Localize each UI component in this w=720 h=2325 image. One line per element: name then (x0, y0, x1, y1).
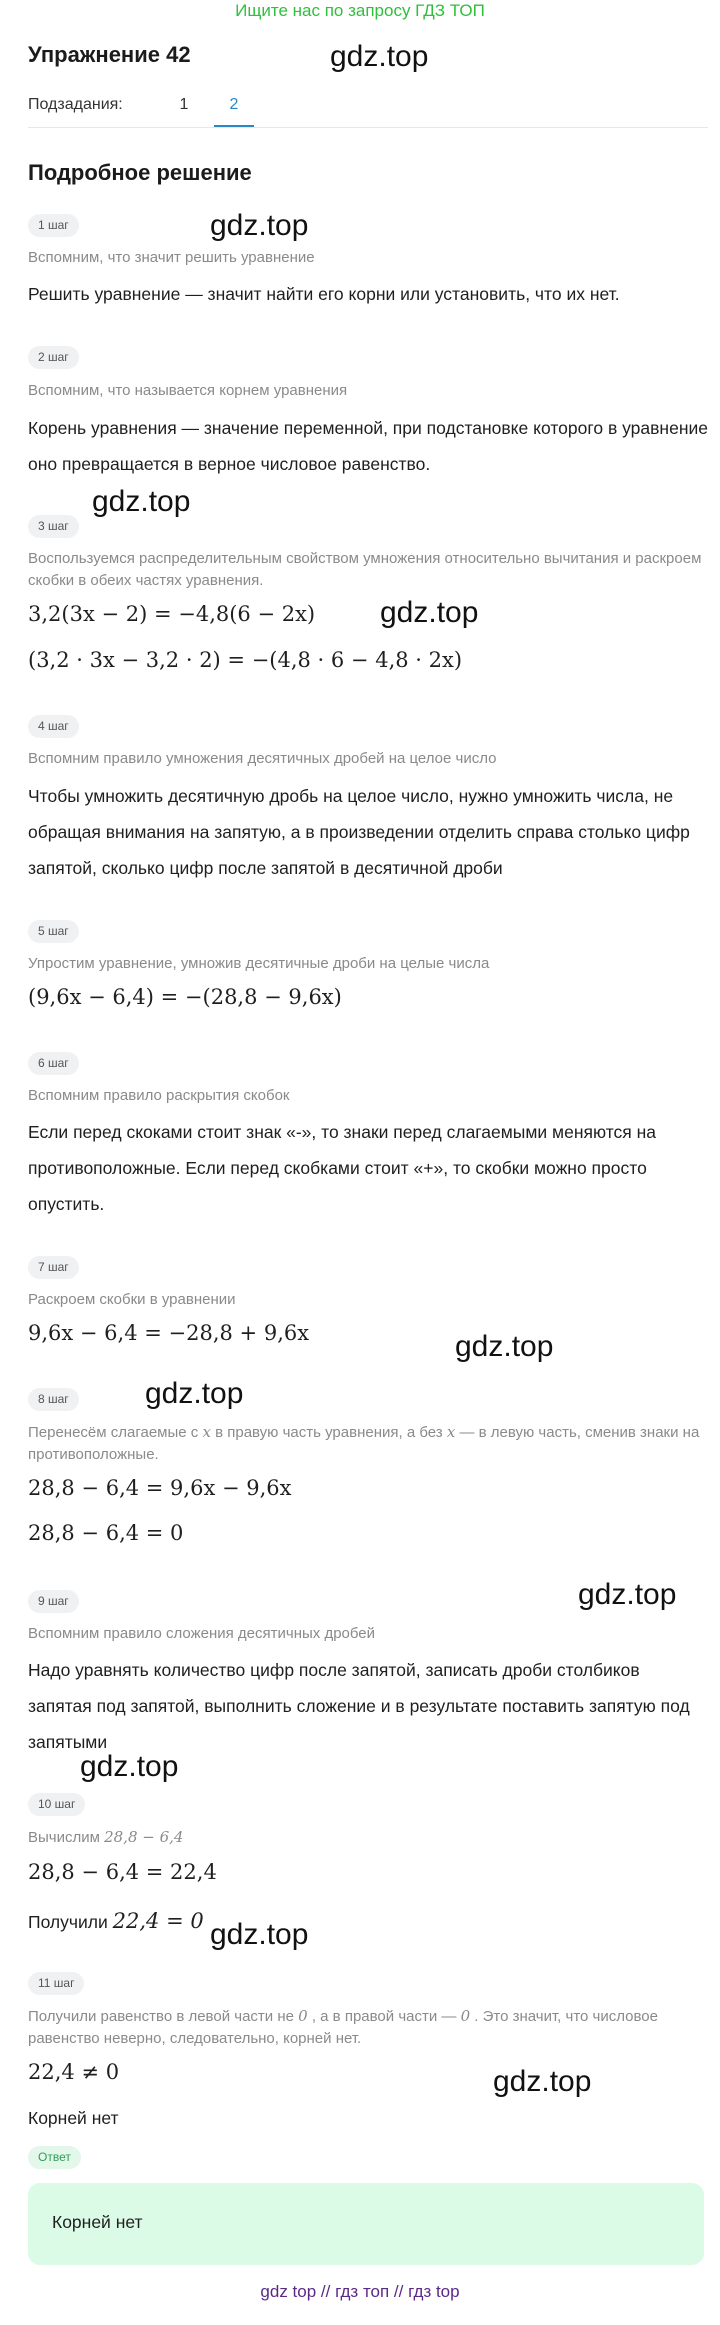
step-hint: Вспомним правило сложения десятичных дробей (28, 1625, 376, 1642)
step-badge: 8 шаг (28, 1388, 79, 1411)
watermark: gdz.top (210, 209, 309, 242)
step-badge: 6 шаг (28, 1052, 79, 1075)
step-badge: 10 шаг (28, 1793, 85, 1816)
watermark: gdz.top (493, 2065, 592, 2098)
step-badge: 3 шаг (28, 515, 79, 538)
answer-text: Корней нет (52, 2212, 143, 2232)
step-badge: 2 шаг (28, 346, 79, 369)
step-hint: Получили равенство в левой части не 0 , а в правой части — 0 . Это значит, что числовое равенство неверно, следовательно, корней нет. (28, 2007, 658, 2047)
watermark: gdz.top (380, 596, 479, 629)
equation: 22,4 ≠ 0 (28, 2060, 120, 2084)
watermark: gdz.top (92, 485, 191, 518)
equation: 9,6x − 6,4 = −28,8 + 9,6x (28, 1321, 310, 1345)
step-text: Корней нет (28, 2108, 119, 2128)
step-text: Корень уравнения — значение переменной, при подстановке которого в уравнение оно превращается в верное числовое равенство. (28, 418, 708, 474)
step-text: Решить уравнение — значит найти его корни или установить, что их нет. (28, 284, 620, 304)
step-hint: Упростим уравнение, умножив десятичные дроби на целые числа (28, 955, 490, 972)
step-badge: 11 шаг (28, 1972, 84, 1995)
step-hint: Перенесём слагаемые с x в правую часть уравнения, а без x — в левую часть, сменив знаки на противоположные. (28, 1423, 700, 1463)
step-badge: 5 шаг (28, 920, 79, 943)
step-hint: Воспользуемся распределительным свойством умножения относительно вычитания и раскроем скобки в обеих частях уравнения. (28, 550, 702, 589)
watermark: gdz.top (455, 1330, 554, 1363)
equation: 3,2(3x − 2) = −4,8(6 − 2x) (28, 602, 316, 626)
step-badge: 9 шаг (28, 1590, 79, 1613)
exercise-title: Упражнение 42 (28, 42, 191, 67)
step-result: Получили 22,4 = 0 (28, 1909, 204, 1933)
step-hint: Вычислим 28,8 − 6,4 (28, 1828, 184, 1846)
watermark: gdz.top (210, 1918, 309, 1951)
footer-links[interactable]: gdz top // гдз топ // гдз top (260, 2282, 460, 2301)
subtask-tab-1[interactable]: 1 (179, 96, 189, 113)
step-text: Если перед скоками стоит знак «-», то знаки перед слагаемыми меняются на противоположные. Если перед скобками стоит «+», то скобки можно просто опустить. (28, 1122, 657, 1214)
step-text: Чтобы умножить десятичную дробь на целое число, нужно умножить числа, не обращая внимания на запятую, а в произведении отделить справа столько цифр запятой, сколько цифр после запятой в десятичной дроби (28, 786, 690, 878)
step-badge: 7 шаг (28, 1256, 79, 1279)
watermark: gdz.top (578, 1578, 677, 1611)
watermark: gdz.top (145, 1377, 244, 1410)
subtasks-label: Подзадания: (28, 96, 123, 113)
step-text: Надо уравнять количество цифр после запятой, записать дроби столбиков запятая под запятой, выполнить сложение и в результате поставить запятую под запятыми (28, 1660, 690, 1752)
step-hint: Раскроем скобки в уравнении (28, 1291, 236, 1308)
step-badge: 4 шаг (28, 715, 79, 738)
equation: (3,2 · 3x − 3,2 · 2) = −(4,8 · 6 − 4,8 · 2x) (28, 648, 463, 672)
subtask-tab-2[interactable]: 2 (214, 96, 254, 127)
equation: 28,8 − 6,4 = 9,6x − 9,6x (28, 1476, 292, 1500)
step-hint: Вспомним, что называется корнем уравнения (28, 382, 348, 399)
step-hint: Вспомним правило раскрытия скобок (28, 1087, 290, 1104)
watermark: gdz.top (80, 1750, 179, 1783)
subtasks-bar (28, 94, 708, 128)
equation: 28,8 − 6,4 = 0 (28, 1521, 184, 1545)
equation: (9,6x − 6,4) = −(28,8 − 9,6x) (28, 985, 342, 1009)
step-hint: Вспомним, что значит решить уравнение (28, 249, 315, 266)
step-badge: 1 шаг (28, 214, 79, 237)
watermark: gdz.top (330, 40, 429, 73)
section-title: Подробное решение (28, 160, 252, 185)
equation: 28,8 − 6,4 = 22,4 (28, 1860, 217, 1884)
top-banner: Ищите нас по запросу ГДЗ ТОП (235, 1, 485, 20)
answer-badge: Ответ (28, 2146, 81, 2169)
answer-box (28, 2183, 704, 2265)
step-hint: Вспомним правило умножения десятичных дробей на целое число (28, 750, 497, 767)
